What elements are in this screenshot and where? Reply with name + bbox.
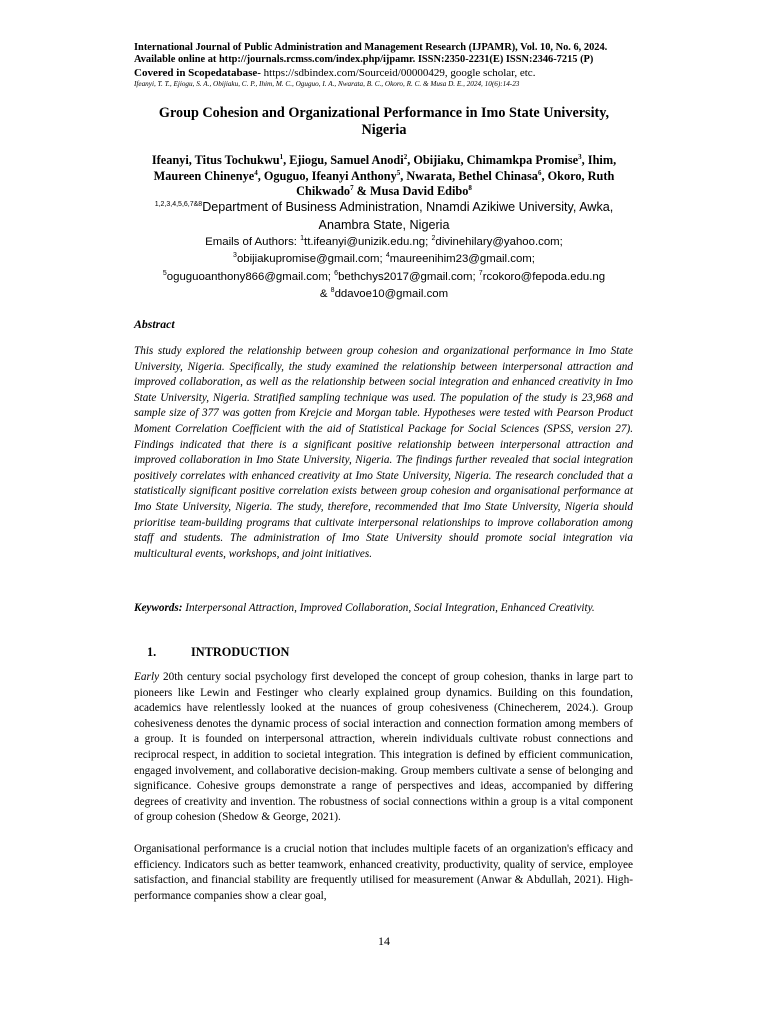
paper-title [134,105,634,138]
author: Oguguo, Ifeanyi Anthony$^5$ [263,168,401,183]
author: Obijiaku, Chimamkpa Promise$^3$ [413,152,582,167]
intro-paragraph-1: Early 20th century social psychology first developed the concept of group cohesion, thanks in large part to pioneers like Lewin and Festinger who clearly explained group dynamics. Building on this foundation, academics have relentlessly looked at the nuances of group cohesiveness (Chinecherem, 2024.). Group cohesiveness denotes the dynamic process of social interaction and connection formation among members of a group. It is founded on interpersonal attraction, wherein individuals cultivate robust connections and reciprocal respect, in addition to societal integration. This integration is defined by efficient communication, engaged involvement, and collaborative decision-making. Group members cultivate a sense of belonging and significance. Cohesive groups demonstrate a range of perspectives and ideas, accompanied by differing degrees of creativity and invention. The robustness of social connections within a group is a vital component of group cohesion (Shedow & George, 2021). [134,671,633,824]
section-number: 1. [147,645,157,659]
email-link[interactable]: bethchys2017@gmail.com; [338,270,476,283]
coverage-text: https://sdbindex.com/Sourceid/00000429, google scholar, etc. [260,66,536,79]
keywords-text: Interpersonal Attraction, Improved Collaboration, Social Integration, Enhanced Creativity. [182,602,595,614]
keywords-label: Keywords: [134,602,183,614]
author: Ejiogu, Samuel Anodi$^2$ [289,152,408,167]
author: Ihim, Maureen Chinenye$^4$ [153,153,617,183]
author: Ifeanyi, Titus Tochukwu$^1$ [151,152,284,167]
author-emails: Emails of Authors: $^1$tt.ifeanyi@unizik.edu.ng; $^2$divinehilary@yahoo.com; $^3$obijiakupromise@gmail.com; $^4$maureenihim23@gmail.com; $^5$oguguoanthony866@gmail.com; $^6$bethchys2017@gmail.com; $^7$rcokoro@fepoda.edu.ng & $^8$ddavoe10@gmail.com [162,235,606,300]
author: Okoro, Ruth Chikwado$^7$ [296,168,615,198]
affiliation [134,199,634,234]
intro-paragraph-2: Organisational performance is a crucial notion that includes multiple facets of an organization's efficacy and efficiency. Indicators such as better teamwork, enhanced creativity, productivity, quality of service, employee satisfaction, and financial stability are frequently utilised for measurement (Anwar & Abdullah, 2021). High-performance companies show a clear goal, [134,843,633,902]
journal-title-line: International Journal of Public Administration and Management Research (IJPAMR), Vol. 10, No. 6, 2024. [134,42,608,53]
running-citation: Ifeanyi, T. T., Ejiogu, S. A., Obijiaku, C. P., Ihim, M. C., Oguguo, I. A., Nwarata, B. C., Okoro, R. C. & Musa D. E., 2024, 10(6):14-23 [134,80,520,89]
journal-header [134,42,644,89]
email-link[interactable]: obijiakupromise@gmail.com; [236,253,383,266]
email-link[interactable]: divinehilary@yahoo.com; [435,236,563,248]
coverage-label: Covered in Scopedatabase- [134,66,261,79]
author: Nwarata, Bethel Chinasa$^6$ [406,168,542,183]
author: Musa David Edibo$^8$ [370,183,472,198]
email-link[interactable]: maureenihim23@gmail.com; [389,253,535,266]
journal-coverage-line [134,67,644,79]
abstract-text: This study explored the relationship between group cohesion and organizational performance in Imo State University, Nigeria. Specifically, the study examined the relationship between interpersonal attraction and improved collaboration, as well as the relationship between social integration and enhanced creativity in Imo State University, Nigeria. Stratified sampling technique was used. The population of the study is 23,968 and sample size of 377 was gotten from Krejcie and Morgan table. Hypotheses were tested with Pearson Product Moment Correlation Coefficient with the aid of Statistical Package for Social Sciences (SPSS, version 27). Findings indicated that there is a significant positive relationship between interpersonal attraction and improved collaboration in Imo State University, Nigeria. The findings further revealed that social integration positively correlates with enhanced creativity at Imo State University, Nigeria. The research concluded that a statistically significant positive correlation exists between group cohesion and organisational performance at Imo State University, Nigeria. The study, therefore, recommended that Imo State University, Nigeria should prioritise team-building programs that cultivate interpersonal relationships to improve collaboration among staff and students. The administration of Imo State University should promote social integration via multicultural events, workshops, and joint initiatives. [134,345,633,560]
paper-title-line-2: Nigeria [361,121,407,138]
affiliation-superscript: 1,2,3,4,5,6,7&8 [154,200,203,208]
affiliation-location: Anambra State, Nigeria [318,217,450,232]
affiliation-text: Department of Business Administration, Nnamdi Azikiwe University, Awka, [202,200,614,214]
section-title: INTRODUCTION [191,645,290,659]
section-heading-introduction [147,645,289,660]
email-link[interactable]: rcokoro@fepoda.edu.ng [482,270,606,283]
email-link[interactable]: ddavoe10@gmail.com [334,287,449,300]
email-link[interactable]: tt.ifeanyi@unizik.edu.ng; [304,236,429,248]
abstract-heading: Abstract [134,317,175,331]
page-number: 14 [378,934,390,948]
author-list: Ifeanyi, Titus Tochukwu$^1$, Ejiogu, Samuel Anodi$^2$, Obijiaku, Chimamkpa Promise$^3$, Ihim, Maureen Chinenye$^4$, Oguguo, Ifeanyi Anthony$^5$, Nwarata, Bethel Chinasa$^6$, Okoro, Ruth Chikwado$^7$ & Musa David Edibo$^8$ [151,152,617,198]
journal-availability-line: Available online at http://journals.rcmss.com/index.php/ijpamr. ISSN:2350-2231(E) ISSN:2346-7215 (P) [134,54,594,66]
keywords [134,601,633,617]
email-link[interactable]: oguguoanthony866@gmail.com; [166,270,331,283]
paper-title-line-1: Group Cohesion and Organizational Performance in Imo State University, [158,105,610,121]
intro-lead-word: Early [134,671,160,683]
emails-ampersand: & [319,287,331,300]
emails-label: Emails of Authors: [205,236,301,248]
